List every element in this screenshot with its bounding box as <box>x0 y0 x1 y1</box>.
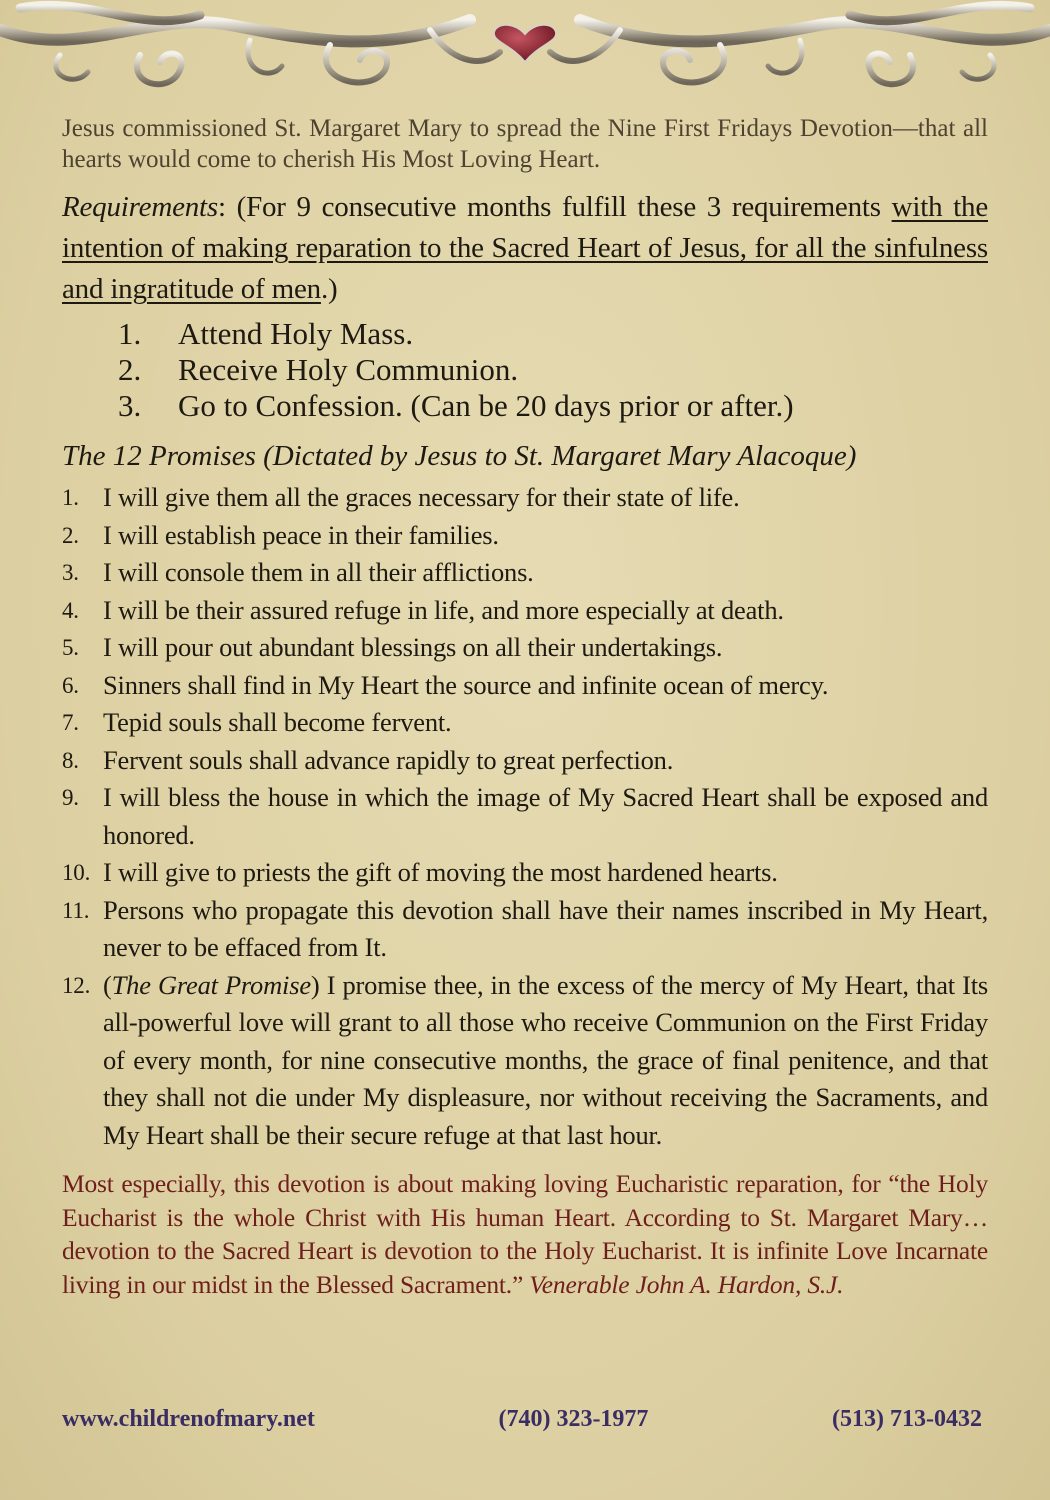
list-item: 9. I will bless the house in which the image of My Sacred Heart shall be exposed and honored. <box>62 782 988 850</box>
great-promise-label: The Great Promise <box>111 969 311 1000</box>
closing-quote: Most especially, this devotion is about making loving Eucharistic reparation, for “the Holy Eucharist is the whole Christ with His human Heart. According to St. Margaret Mary…devotion to the Sacred Heart is devotion to the Holy Eucharist. It is infinite Love Incarnate living in our midst in the Blessed Sacrament.” Venerable John A. Hardon, S.J. <box>62 1169 988 1299</box>
promises-list <box>62 479 988 1154</box>
list-item: 1. Attend Holy Mass. <box>118 316 414 351</box>
silver-scroll-ornament <box>0 0 1050 115</box>
requirements-label: Requirements <box>62 191 218 223</box>
promises-title: The 12 Promises (Dictated by Jesus to St. Margaret Mary Alacoque) <box>62 440 857 472</box>
website-link[interactable]: www.childrenofmary.net <box>62 1406 315 1432</box>
intro-paragraph: Jesus commissioned St. Margaret Mary to spread the Nine First Fridays Devotion—that all hearts would come to cherish His Most Loving Heart. <box>62 115 988 173</box>
requirements-tail: .) <box>320 273 338 305</box>
phone-number-2[interactable]: (513) 713-0432 <box>832 1406 982 1432</box>
list-item: 2. Receive Holy Communion. <box>118 352 519 387</box>
great-promise-item: 12. (The Great Promise) I promise thee, in the excess of the mercy of My Heart, that Its all-powerful love will grant to all those who receive Communion on the First Friday of every month, for nine consecutive months, the grace of final penitence, and that they shall not die under My displeasure, nor without receiving the Sacraments, and My Heart shall be their secure refuge at that last hour. <box>62 969 988 1150</box>
card-body <box>62 113 988 1301</box>
requirements-list <box>62 316 988 424</box>
requirements-lead: : (For 9 consecutive months fulfill these 3 requirements <box>217 191 881 223</box>
list-item: 5. I will pour out abundant blessings on all their undertakings. <box>62 632 723 662</box>
list-item: 3. I will console them in all their afflictions. <box>62 557 534 587</box>
list-item: 10. I will give to priests the gift of moving the most hardened hearts. <box>62 857 778 887</box>
contact-footer <box>62 1406 982 1433</box>
list-item: 1. I will give them all the graces necessary for their state of life. <box>62 482 740 512</box>
great-promise-text: I promise thee, in the excess of the mercy of My Heart, that Its all-powerful love will grant to all those who receive Communion on the First Friday of every month, for nine consecutive months, the grace of final penitence, and that they shall not die under My displeasure, nor without receiving the Sacraments, and My Heart shall be their secure refuge at that last hour. <box>103 969 988 1150</box>
list-item: 3. Go to Confession. (Can be 20 days prior or after.) <box>118 388 794 423</box>
list-item: 6. Sinners shall find in My Heart the source and infinite ocean of mercy. <box>62 669 829 700</box>
sacred-heart-icon <box>494 25 556 62</box>
list-item: 2. I will establish peace in their families. <box>62 519 499 550</box>
list-item: 7. Tepid souls shall become fervent. <box>62 707 452 737</box>
phone-number-1[interactable]: (740) 323-1977 <box>498 1406 649 1432</box>
requirements-paragraph <box>62 187 988 310</box>
list-item: 11. Persons who propagate this devotion shall have their names inscribed in My Heart, never to be effaced from It. <box>62 894 988 962</box>
list-item: 4. I will be their assured refuge in life, and more especially at death. <box>62 594 784 625</box>
list-item: 8. Fervent souls shall advance rapidly to great perfection. <box>62 744 674 775</box>
quote-attribution: Venerable John A. Hardon, S.J. <box>529 1269 844 1299</box>
requirements-intention: with the intention of making reparation to the Sacred Heart of Jesus, for all the sinfulness and ingratitude of men <box>62 191 988 305</box>
